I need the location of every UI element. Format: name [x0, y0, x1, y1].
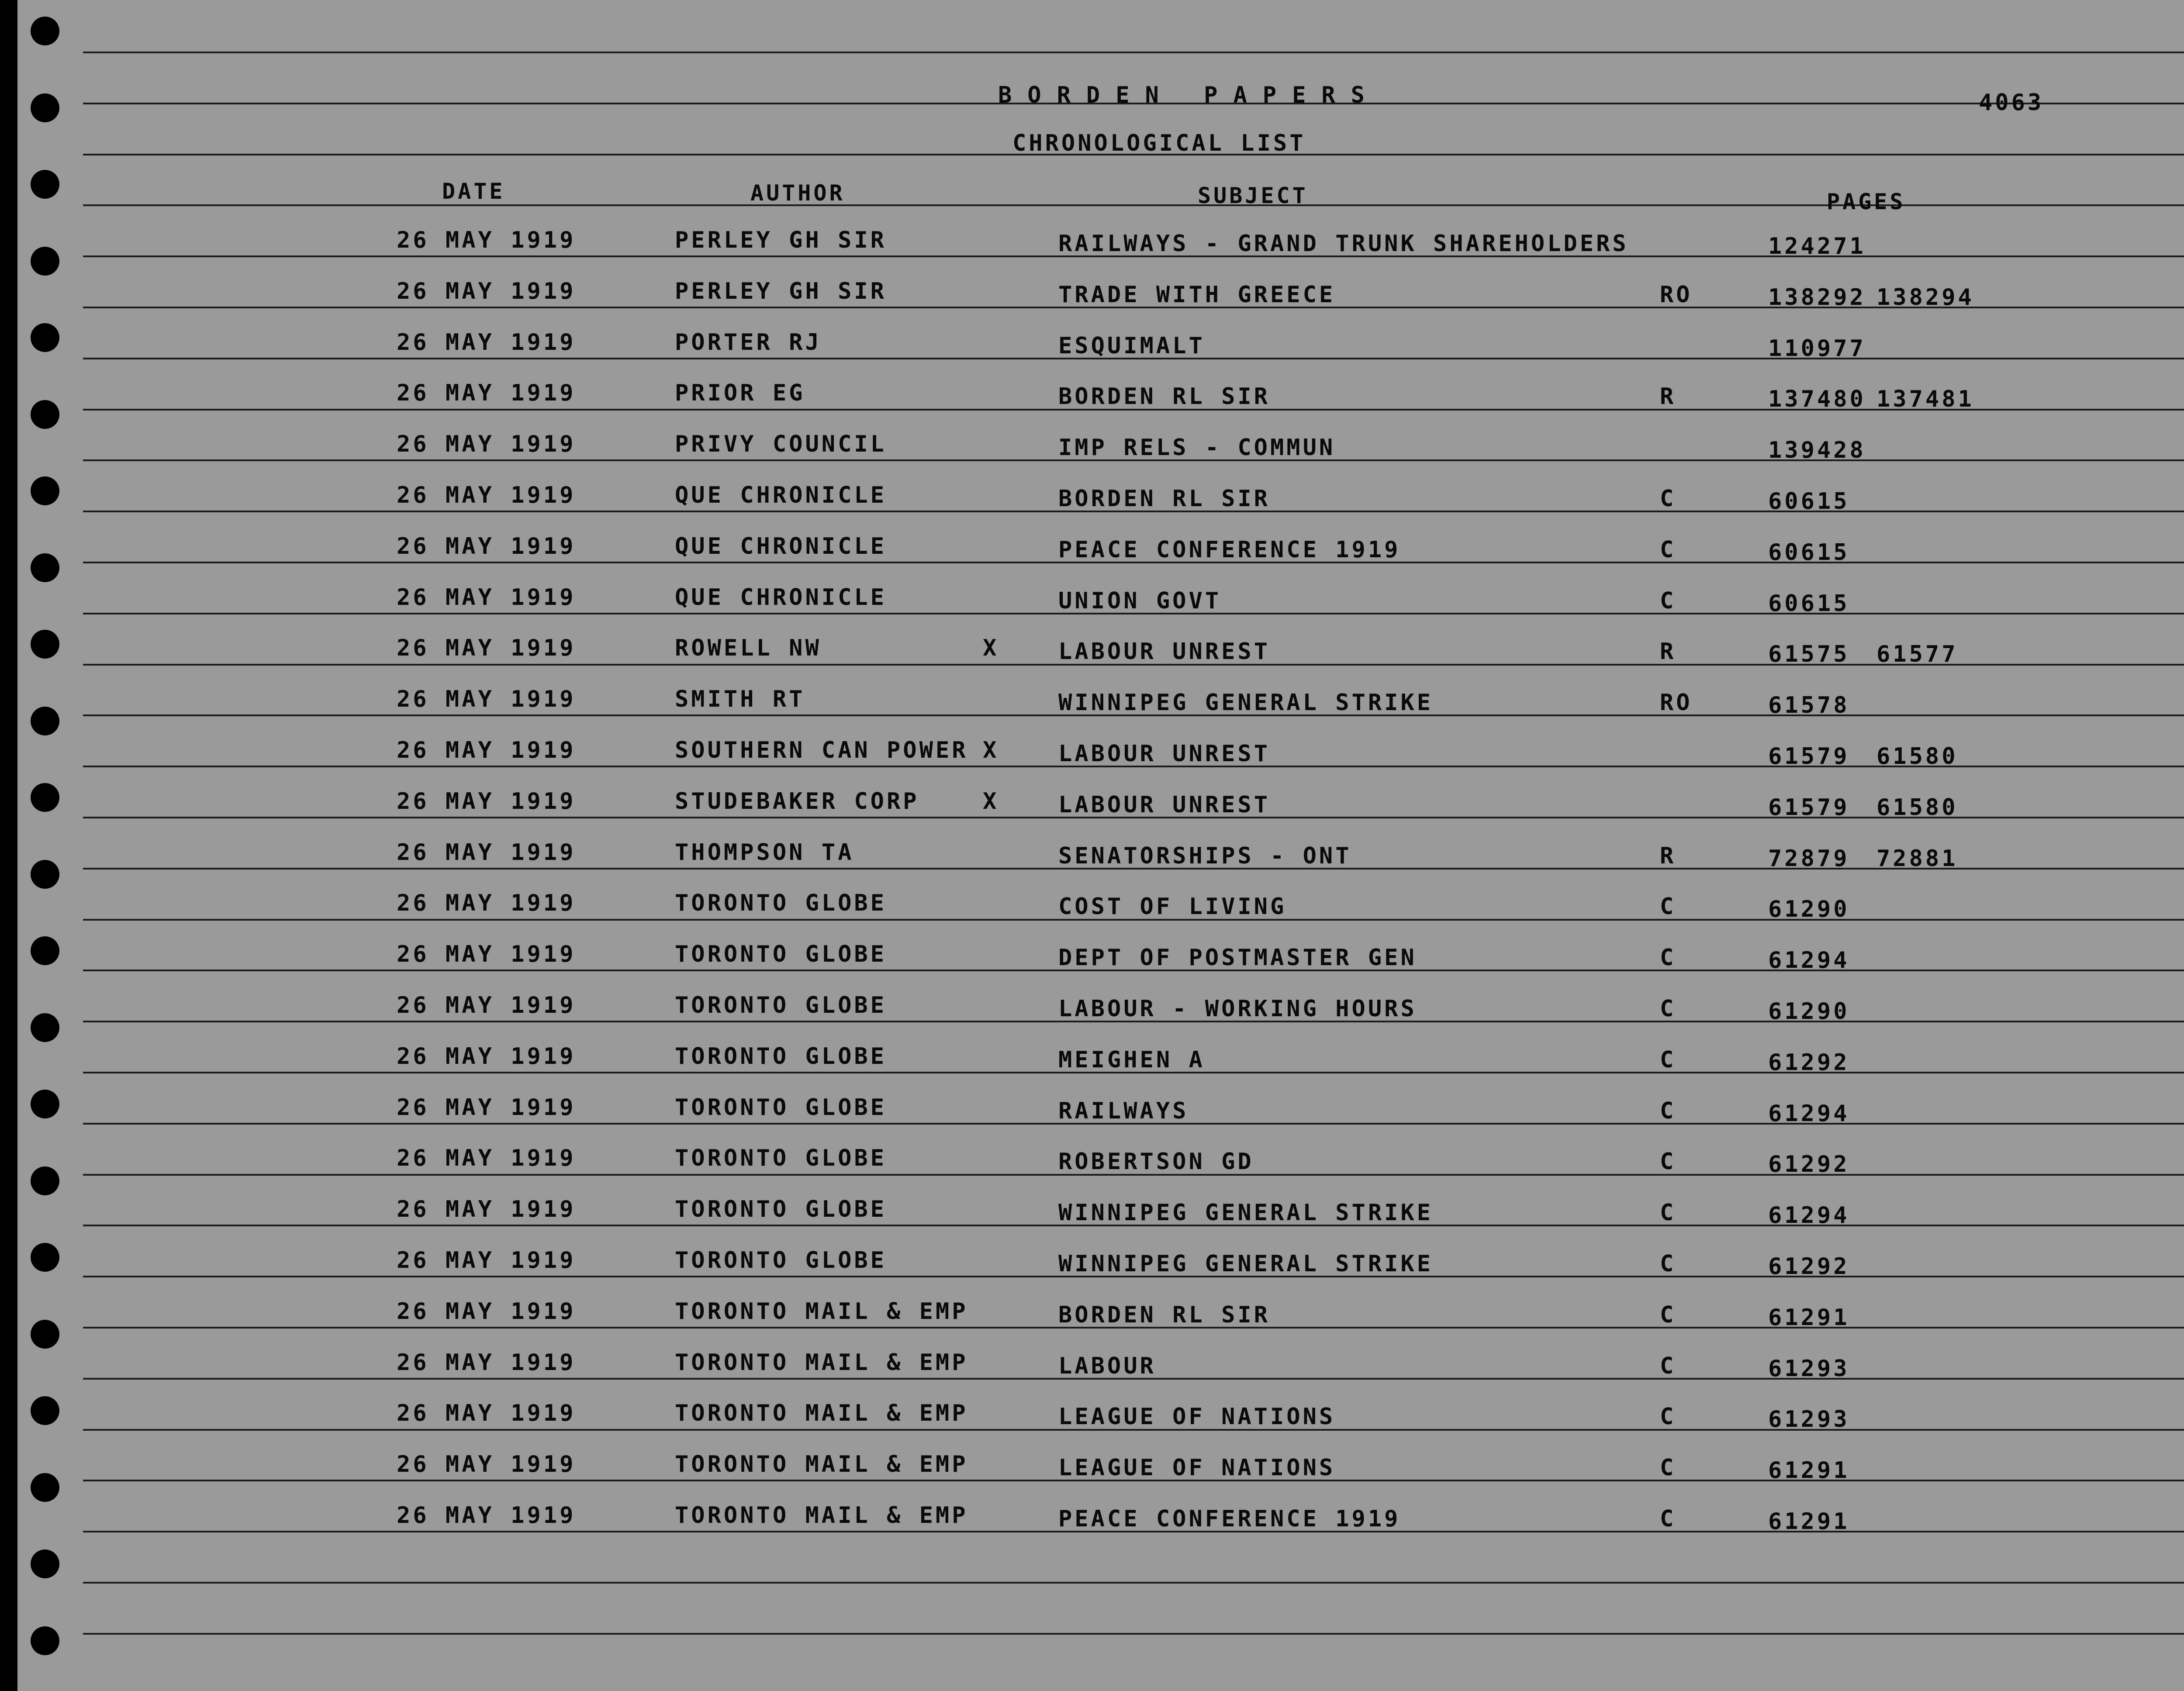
row-date: 26 MAY 1919: [397, 788, 576, 814]
table-row: [0, 1349, 2184, 1382]
row-date: 26 MAY 1919: [397, 1145, 576, 1171]
row-author: TORONTO GLOBE: [675, 1247, 887, 1273]
row-code: C: [1660, 1098, 1676, 1124]
row-author: TORONTO GLOBE: [675, 1043, 887, 1070]
table-row: [0, 1502, 2184, 1535]
row-author: QUE CHRONICLE: [675, 533, 887, 559]
tractor-hole: [31, 1550, 59, 1578]
row-page-end: 72881: [1876, 846, 1958, 872]
table-row: [0, 686, 2184, 718]
row-code: C: [1660, 1251, 1676, 1277]
row-author: TORONTO MAIL & EMP: [675, 1451, 968, 1477]
table-row: [0, 329, 2184, 362]
row-date: 26 MAY 1919: [397, 278, 576, 304]
row-date: 26 MAY 1919: [397, 329, 576, 355]
row-page-end: 137481: [1876, 386, 1974, 412]
row-date: 26 MAY 1919: [397, 431, 576, 457]
page-number: 4063: [1979, 90, 2044, 116]
row-date: 26 MAY 1919: [397, 1502, 576, 1529]
row-subject: DEPT OF POSTMASTER GEN: [1058, 945, 1417, 971]
row-author: STUDEBAKER CORP: [675, 788, 919, 814]
row-page-start: 139428: [1768, 437, 1866, 463]
table-row: [0, 1043, 2184, 1076]
row-page-start: 61291: [1768, 1457, 1850, 1484]
row-date: 26 MAY 1919: [397, 890, 576, 916]
ruled-line: [83, 52, 2184, 53]
row-date: 26 MAY 1919: [397, 635, 576, 661]
row-page-start: 61579: [1768, 743, 1850, 770]
column-header-pages: PAGES: [1827, 189, 1906, 214]
row-date: 26 MAY 1919: [397, 686, 576, 712]
row-author: TORONTO GLOBE: [675, 941, 887, 967]
table-row: [0, 1400, 2184, 1432]
row-author: QUE CHRONICLE: [675, 482, 887, 508]
row-page-start: 60615: [1768, 539, 1850, 566]
table-row: [0, 839, 2184, 872]
row-page-start: 124271: [1768, 233, 1866, 259]
row-author: TORONTO MAIL & EMP: [675, 1502, 968, 1529]
row-date: 26 MAY 1919: [397, 1196, 576, 1222]
row-author: TORONTO GLOBE: [675, 1196, 887, 1222]
row-subject: UNION GOVT: [1058, 588, 1222, 614]
row-flag: X: [983, 635, 999, 661]
row-subject: ROBERTSON GD: [1058, 1149, 1254, 1175]
row-code: C: [1660, 1506, 1676, 1532]
row-subject: MEIGHEN A: [1058, 1047, 1205, 1073]
row-subject: SENATORSHIPS - ONT: [1058, 843, 1352, 869]
row-page-start: 61294: [1768, 1101, 1850, 1127]
row-subject: WINNIPEG GENERAL STRIKE: [1058, 1251, 1434, 1277]
row-subject: BORDEN RL SIR: [1058, 1302, 1270, 1328]
table-row: [0, 584, 2184, 617]
row-author: SOUTHERN CAN POWER: [675, 737, 968, 763]
table-row: [0, 1298, 2184, 1331]
row-date: 26 MAY 1919: [397, 1451, 576, 1477]
row-code: C: [1660, 996, 1676, 1022]
row-subject: PEACE CONFERENCE 1919: [1058, 537, 1401, 563]
row-page-start: 61578: [1768, 692, 1850, 718]
row-code: C: [1660, 1149, 1676, 1175]
row-subject: TRADE WITH GREECE: [1058, 282, 1336, 308]
row-code: C: [1660, 537, 1676, 563]
table-row: [0, 1451, 2184, 1484]
row-page-start: 61294: [1768, 1202, 1850, 1229]
row-date: 26 MAY 1919: [397, 1298, 576, 1325]
row-date: 26 MAY 1919: [397, 1043, 576, 1070]
row-author: PORTER RJ: [675, 329, 822, 355]
row-code: RO: [1660, 690, 1693, 716]
row-subject: LEAGUE OF NATIONS: [1058, 1455, 1336, 1481]
row-author: TORONTO GLOBE: [675, 890, 887, 916]
table-row: [0, 788, 2184, 821]
row-page-start: 60615: [1768, 590, 1850, 617]
row-page-start: 61291: [1768, 1508, 1850, 1535]
table-row: [0, 941, 2184, 973]
row-code: RO: [1660, 282, 1693, 308]
row-code: C: [1660, 945, 1676, 971]
table-row: [0, 1247, 2184, 1280]
row-code: C: [1660, 1404, 1676, 1430]
row-author: TORONTO GLOBE: [675, 992, 887, 1018]
table-row: [0, 1196, 2184, 1229]
row-page-end: 61577: [1876, 641, 1958, 667]
table-row: [0, 227, 2184, 259]
row-flag: X: [983, 788, 999, 814]
row-code: R: [1660, 383, 1676, 410]
row-code: C: [1660, 486, 1676, 512]
row-date: 26 MAY 1919: [397, 737, 576, 763]
tractor-hole: [31, 170, 59, 199]
row-page-start: 61290: [1768, 896, 1850, 922]
row-author: TORONTO MAIL & EMP: [675, 1400, 968, 1426]
column-header-author: AUTHOR: [750, 180, 845, 206]
row-author: PERLEY GH SIR: [675, 227, 887, 253]
row-date: 26 MAY 1919: [397, 839, 576, 866]
row-code: C: [1660, 1200, 1676, 1226]
row-page-start: 61575: [1768, 641, 1850, 667]
row-page-start: 61294: [1768, 947, 1850, 973]
row-page-start: 61292: [1768, 1151, 1850, 1177]
row-subject: RAILWAYS: [1058, 1098, 1189, 1124]
row-date: 26 MAY 1919: [397, 992, 576, 1018]
row-date: 26 MAY 1919: [397, 1400, 576, 1426]
row-code: C: [1660, 1047, 1676, 1073]
column-header-date: DATE: [442, 179, 505, 204]
row-date: 26 MAY 1919: [397, 227, 576, 253]
row-author: TORONTO GLOBE: [675, 1145, 887, 1171]
row-date: 26 MAY 1919: [397, 533, 576, 559]
row-page-start: 138292: [1768, 284, 1866, 311]
row-date: 26 MAY 1919: [397, 482, 576, 508]
table-row: [0, 482, 2184, 514]
row-subject: BORDEN RL SIR: [1058, 486, 1270, 512]
row-code: C: [1660, 1302, 1676, 1328]
row-author: SMITH RT: [675, 686, 805, 712]
row-date: 26 MAY 1919: [397, 1094, 576, 1121]
row-code: C: [1660, 894, 1676, 920]
row-subject: LABOUR UNREST: [1058, 741, 1270, 767]
row-subject: LABOUR UNREST: [1058, 792, 1270, 818]
column-header-subject: SUBJECT: [1198, 183, 1308, 208]
row-code: C: [1660, 1353, 1676, 1379]
row-subject: IMP RELS - COMMUN: [1058, 435, 1336, 461]
row-author: TORONTO MAIL & EMP: [675, 1298, 968, 1325]
row-code: C: [1660, 1455, 1676, 1481]
row-author: PERLEY GH SIR: [675, 278, 887, 304]
row-page-start: 72879: [1768, 846, 1850, 872]
row-page-start: 61292: [1768, 1049, 1850, 1076]
row-flag: X: [983, 737, 999, 763]
row-date: 26 MAY 1919: [397, 1349, 576, 1376]
row-subject: LEAGUE OF NATIONS: [1058, 1404, 1336, 1430]
table-row: [0, 380, 2184, 412]
table-row: [0, 533, 2184, 566]
row-author: ROWELL NW: [675, 635, 822, 661]
document-title: BORDEN PAPERS: [998, 82, 1380, 108]
list-subtitle: CHRONOLOGICAL LIST: [1013, 130, 1306, 156]
row-subject: RAILWAYS - GRAND TRUNK SHAREHOLDERS: [1058, 231, 1629, 257]
tractor-hole: [31, 1626, 59, 1655]
row-code: R: [1660, 843, 1676, 869]
row-date: 26 MAY 1919: [397, 1247, 576, 1273]
row-date: 26 MAY 1919: [397, 584, 576, 611]
row-page-end: 61580: [1876, 794, 1958, 821]
row-author: THOMPSON TA: [675, 839, 854, 866]
row-page-start: 61293: [1768, 1356, 1850, 1382]
row-author: PRIOR EG: [675, 380, 805, 406]
row-page-start: 61292: [1768, 1253, 1850, 1280]
row-subject: WINNIPEG GENERAL STRIKE: [1058, 690, 1434, 716]
row-date: 26 MAY 1919: [397, 941, 576, 967]
row-author: QUE CHRONICLE: [675, 584, 887, 611]
ruled-line: [83, 1633, 2184, 1635]
row-page-start: 110977: [1768, 335, 1866, 362]
row-page-start: 60615: [1768, 488, 1850, 514]
row-code: R: [1660, 638, 1676, 665]
row-page-start: 61290: [1768, 998, 1850, 1025]
row-subject: LABOUR UNREST: [1058, 638, 1270, 665]
table-row: [0, 1145, 2184, 1177]
row-page-start: 61291: [1768, 1304, 1850, 1331]
table-row: [0, 992, 2184, 1025]
row-subject: WINNIPEG GENERAL STRIKE: [1058, 1200, 1434, 1226]
table-row: [0, 278, 2184, 311]
table-row: [0, 737, 2184, 770]
row-author: TORONTO GLOBE: [675, 1094, 887, 1121]
row-subject: PEACE CONFERENCE 1919: [1058, 1506, 1401, 1532]
row-subject: LABOUR - WORKING HOURS: [1058, 996, 1417, 1022]
row-page-start: 137480: [1768, 386, 1866, 412]
row-page-start: 61579: [1768, 794, 1850, 821]
row-page-end: 138294: [1876, 284, 1974, 311]
table-row: [0, 1094, 2184, 1127]
row-subject: ESQUIMALT: [1058, 333, 1205, 359]
tractor-hole: [31, 17, 59, 45]
row-date: 26 MAY 1919: [397, 380, 576, 406]
ruled-line: [83, 1582, 2184, 1584]
row-author: TORONTO MAIL & EMP: [675, 1349, 968, 1376]
tractor-hole: [31, 93, 59, 122]
table-row: [0, 431, 2184, 463]
row-page-end: 61580: [1876, 743, 1958, 770]
row-subject: LABOUR: [1058, 1353, 1156, 1379]
row-code: C: [1660, 588, 1676, 614]
row-page-start: 61293: [1768, 1406, 1850, 1432]
row-subject: COST OF LIVING: [1058, 894, 1287, 920]
table-row: [0, 890, 2184, 922]
row-subject: BORDEN RL SIR: [1058, 383, 1270, 410]
table-row: [0, 635, 2184, 667]
row-author: PRIVY COUNCIL: [675, 431, 887, 457]
